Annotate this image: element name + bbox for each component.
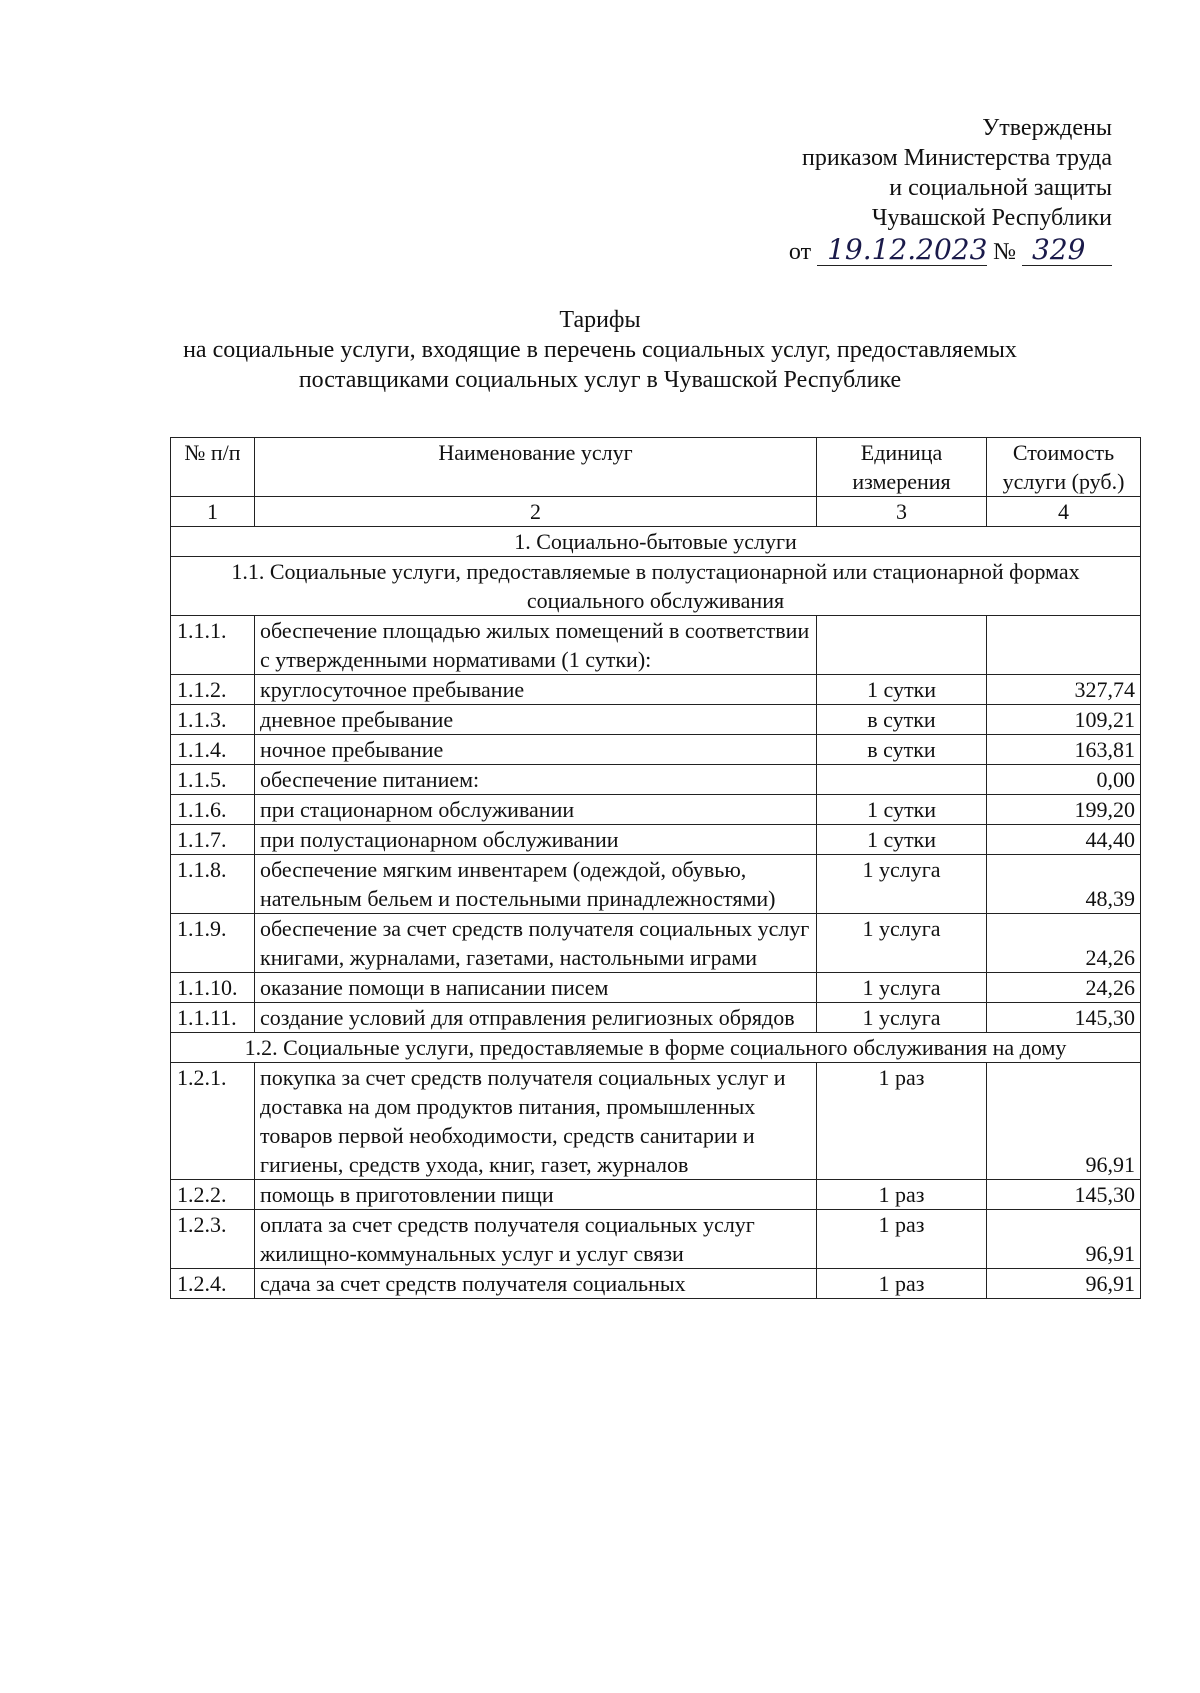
row-unit: в сутки (817, 735, 987, 765)
section-title: 1. Социально-бытовые услуги (171, 527, 1141, 557)
table-row (171, 616, 1141, 675)
row-number: 1.1.3. (171, 705, 255, 735)
row-number: 1.1.10. (171, 973, 255, 1003)
row-name: обеспечение за счет средств получателя социальных услуг книгами, журналами, газетами, настольными играми (255, 914, 817, 973)
table-row (171, 855, 1141, 914)
row-unit: 1 раз (817, 1180, 987, 1210)
table-index-row (171, 497, 1141, 527)
row-unit: 1 сутки (817, 825, 987, 855)
number-label: № (993, 239, 1016, 265)
index-cell: 3 (817, 497, 987, 527)
subsection-row (171, 1033, 1141, 1063)
row-price: 96,91 (987, 1269, 1141, 1299)
subsection-row (171, 557, 1141, 616)
row-number: 1.2.2. (171, 1180, 255, 1210)
row-name: оказание помощи в написании писем (255, 973, 817, 1003)
row-price: 24,26 (987, 914, 1141, 973)
table-row (171, 1269, 1141, 1299)
title-line: поставщиками социальных услуг в Чувашской Республике (298, 367, 902, 393)
table-row (171, 795, 1141, 825)
table-body (171, 527, 1141, 1299)
index-cell: 2 (255, 497, 817, 527)
row-number: 1.2.4. (171, 1269, 255, 1299)
row-price: 44,40 (987, 825, 1141, 855)
row-number: 1.1.9. (171, 914, 255, 973)
row-price (987, 616, 1141, 675)
row-unit: в сутки (817, 705, 987, 735)
table-row (171, 765, 1141, 795)
row-price: 96,91 (987, 1063, 1141, 1180)
approval-line: Чувашской Республики (871, 205, 1112, 231)
subsection-title: 1.1. Социальные услуги, предоставляемые в полустационарной или стационарной формах социального обслуживания (171, 557, 1141, 616)
subsection-title: 1.2. Социальные услуги, предоставляемые в форме социального обслуживания на дому (171, 1033, 1141, 1063)
handwritten-date: 19.12.2023 (817, 235, 987, 266)
row-number: 1.1.1. (171, 616, 255, 675)
row-name: сдача за счет средств получателя социальных (255, 1269, 817, 1299)
row-name: обеспечение площадью жилых помещений в соответствии с утвержденными нормативами (1 сутки): (255, 616, 817, 675)
row-price: 145,30 (987, 1180, 1141, 1210)
row-name: при полустационарном обслуживании (255, 825, 817, 855)
table-row (171, 735, 1141, 765)
row-unit: 1 раз (817, 1210, 987, 1269)
row-price: 96,91 (987, 1210, 1141, 1269)
row-number: 1.2.3. (171, 1210, 255, 1269)
row-name: оплата за счет средств получателя социальных услуг жилищно-коммунальных услуг и услуг связи (255, 1210, 817, 1269)
row-name: обеспечение питанием: (255, 765, 817, 795)
row-unit: 1 услуга (817, 855, 987, 914)
row-number: 1.1.8. (171, 855, 255, 914)
table-row (171, 825, 1141, 855)
index-cell: 4 (987, 497, 1141, 527)
row-unit: 1 раз (817, 1063, 987, 1180)
row-number: 1.1.11. (171, 1003, 255, 1033)
row-name: помощь в приготовлении пищи (255, 1180, 817, 1210)
table-row (171, 1003, 1141, 1033)
approval-line: и социальной защиты (889, 175, 1112, 201)
row-number: 1.1.5. (171, 765, 255, 795)
row-unit: 1 услуга (817, 973, 987, 1003)
row-unit (817, 765, 987, 795)
table-row (171, 914, 1141, 973)
row-name: создание условий для отправления религиозных обрядов (255, 1003, 817, 1033)
row-unit: 1 сутки (817, 795, 987, 825)
approval-line: приказом Министерства труда (802, 145, 1112, 171)
section-row (171, 527, 1141, 557)
table-header-row (171, 438, 1141, 497)
table-row (171, 1063, 1141, 1180)
row-unit: 1 услуга (817, 914, 987, 973)
tariff-table (170, 437, 1141, 1299)
table-row (171, 973, 1141, 1003)
row-price: 48,39 (987, 855, 1141, 914)
table-row (171, 1180, 1141, 1210)
row-price: 327,74 (987, 675, 1141, 705)
row-number: 1.1.7. (171, 825, 255, 855)
row-name: дневное пребывание (255, 705, 817, 735)
row-number: 1.2.1. (171, 1063, 255, 1180)
title-line: Тарифы (559, 307, 641, 333)
row-name: при стационарном обслуживании (255, 795, 817, 825)
document-title (150, 305, 1050, 395)
row-price: 109,21 (987, 705, 1141, 735)
approval-line: Утверждены (982, 115, 1112, 141)
table-row (171, 1210, 1141, 1269)
row-number: 1.1.4. (171, 735, 255, 765)
row-unit: 1 сутки (817, 675, 987, 705)
row-price: 145,30 (987, 1003, 1141, 1033)
row-unit: 1 услуга (817, 1003, 987, 1033)
row-number: 1.1.2. (171, 675, 255, 705)
from-label: от (788, 239, 812, 265)
row-name: ночное пребывание (255, 735, 817, 765)
row-price: 24,26 (987, 973, 1141, 1003)
header-price: Стоимость услуги (руб.) (987, 438, 1141, 497)
table-row (171, 675, 1141, 705)
header-name: Наименование услуг (255, 438, 817, 497)
approval-date-number (592, 235, 1112, 267)
row-name: круглосуточное пребывание (255, 675, 817, 705)
row-unit: 1 раз (817, 1269, 987, 1299)
header-number: № п/п (171, 438, 255, 497)
title-line: на социальные услуги, входящие в перечень социальных услуг, предоставляемых (183, 337, 1017, 363)
row-price: 199,20 (987, 795, 1141, 825)
approval-block (592, 113, 1112, 267)
header-unit: Единица измерения (817, 438, 987, 497)
row-price: 163,81 (987, 735, 1141, 765)
handwritten-number: 329 (1022, 235, 1112, 266)
table-row (171, 705, 1141, 735)
row-name: покупка за счет средств получателя социальных услуг и доставка на дом продуктов питания, промышленных товаров первой необходимости, средств санитарии и гигиены, средств ухода, книг, газет, журналов (255, 1063, 817, 1180)
row-price: 0,00 (987, 765, 1141, 795)
row-number: 1.1.6. (171, 795, 255, 825)
row-name: обеспечение мягким инвентарем (одеждой, обувью, нательным бельем и постельными принадлежностями) (255, 855, 817, 914)
row-unit (817, 616, 987, 675)
index-cell: 1 (171, 497, 255, 527)
